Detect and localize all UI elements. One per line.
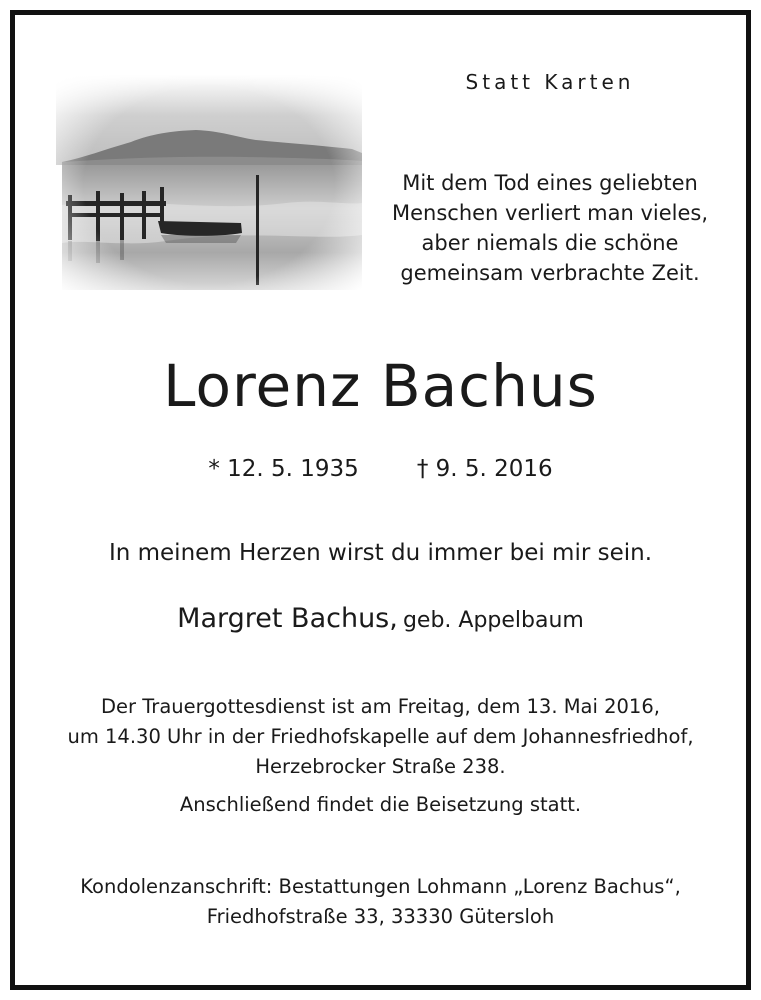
burial-info: Anschließend findet die Beisetzung statt. xyxy=(179,793,582,816)
service-line: um 14.30 Uhr in der Friedhofskapelle auf dem Johannesfriedhof, xyxy=(67,725,694,748)
condolence-address xyxy=(0,872,761,932)
condolence-line: Kondolenzanschrift: Bestattungen Lohmann „Lorenz Bachus“, xyxy=(80,875,681,898)
lake-jetty-photo xyxy=(46,45,372,300)
mourner-name: Margret Bachus, xyxy=(177,603,398,634)
deceased-name: Lorenz Bachus xyxy=(163,352,598,420)
death-date: † 9. 5. 2016 xyxy=(416,456,553,482)
service-line: Der Trauergottesdienst ist am Freitag, dem 13. Mai 2016, xyxy=(101,695,660,718)
statt-karten-heading: Statt Karten xyxy=(465,70,635,94)
funeral-service-info xyxy=(0,692,761,782)
condolence-line: Friedhofstraße 33, 33330 Gütersloh xyxy=(206,905,555,928)
mourner-maiden-name: geb. Appelbaum xyxy=(402,608,584,633)
verse-line: Menschen verliert man vieles, xyxy=(391,201,709,225)
life-dates xyxy=(0,456,761,482)
memorial-verse xyxy=(385,168,715,288)
mourner-signature xyxy=(0,603,761,634)
verse-line: Mit dem Tod eines geliebten xyxy=(402,171,698,195)
service-line: Herzebrocker Straße 238. xyxy=(255,755,506,778)
verse-line: gemeinsam verbrachte Zeit. xyxy=(400,261,700,285)
birth-date: * 12. 5. 1935 xyxy=(208,456,359,482)
farewell-quote: In meinem Herzen wirst du immer bei mir sein. xyxy=(108,540,653,566)
verse-line: aber niemals die schöne xyxy=(421,231,679,255)
